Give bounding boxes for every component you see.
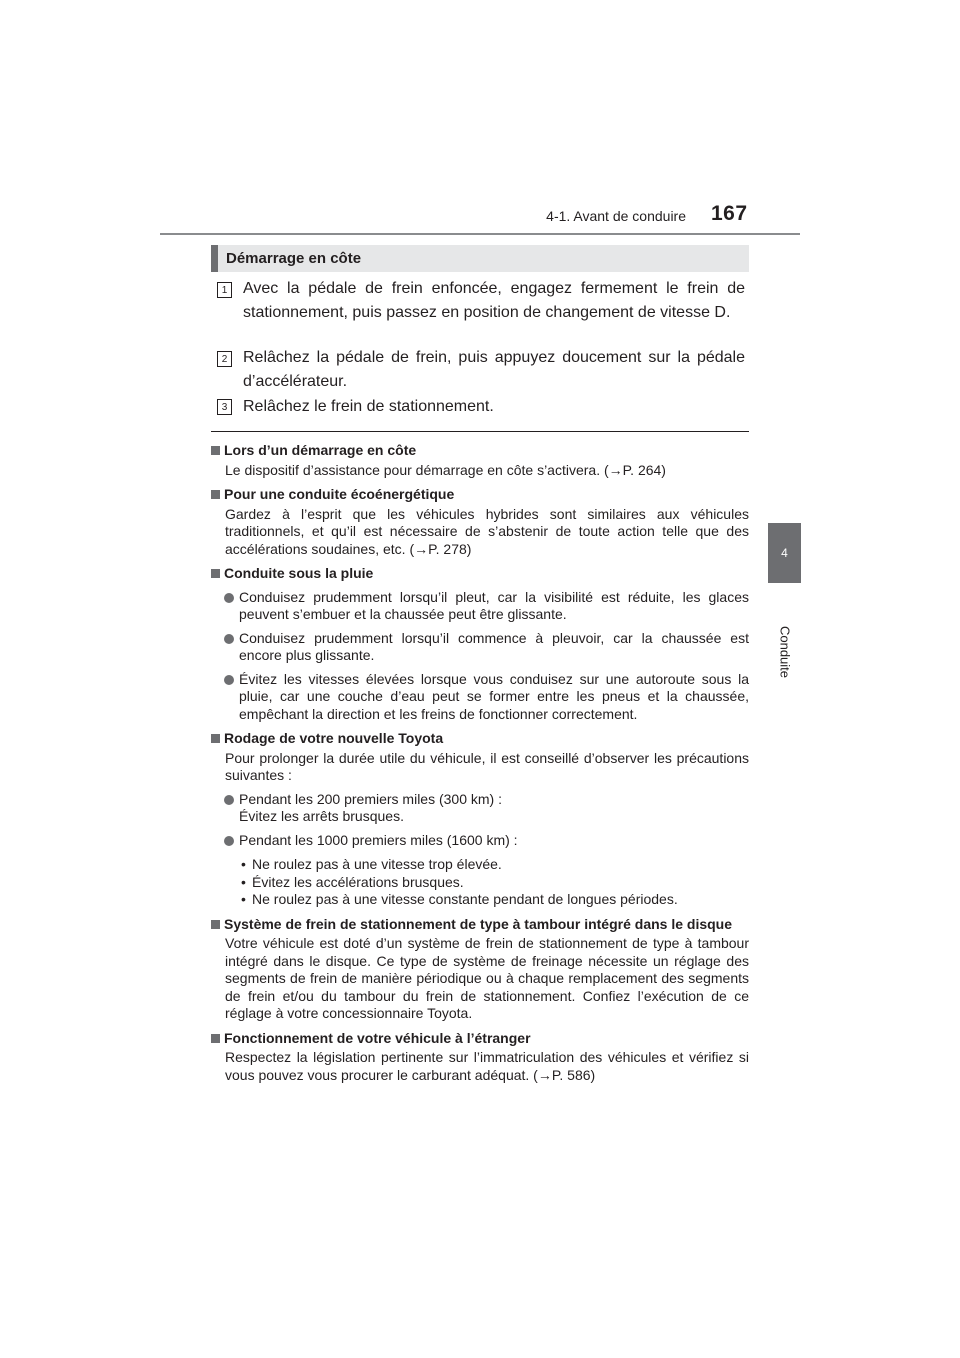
sub-list-item: • Ne roulez pas à une vitesse constante pendant de longues périodes. [241, 891, 678, 907]
list-item: Pendant les 200 premiers miles (300 km) : Évitez les arrêts brusques. [211, 791, 749, 826]
sub-list-item: • Ne roulez pas à une vitesse trop élevée. [241, 856, 502, 872]
note-text: Le dispositif d’assistance pour démarrage en côte s’activera. (→P. 264) [225, 461, 666, 478]
chapter-tab [768, 523, 801, 583]
note-title: Système de frein de stationnement de type à tambour intégré dans le disque [211, 916, 749, 934]
dot-marker-icon: • [241, 856, 246, 872]
square-bullet-icon [211, 734, 220, 743]
sub-list-item: • Évitez les accélérations brusques. [241, 873, 464, 890]
note-text: Pour prolonger la durée utile du véhicule, il est conseillé d’observer les précautions suivantes : [225, 749, 749, 783]
step-number-1: 1 [217, 282, 232, 298]
circle-bullet-icon [224, 795, 234, 805]
chapter-label: Conduite [777, 625, 793, 679]
list-item: Évitez les vitesses élevées lorsque vous conduisez sur une autoroute sous la pluie, car une couche d’eau peut se former entre les pneus et la chaussée, empêchant la direction et les freins de fonctionner correctement. [211, 671, 749, 724]
list-item: Conduisez prudemment lorsqu’il commence à pleuvoir, car la chaussée est encore plus glissante. [211, 630, 749, 665]
chapter-number: 4 [781, 546, 788, 560]
note-title: Rodage de votre nouvelle Toyota [211, 730, 749, 748]
step-text-3: Relâchez le frein de stationnement. [243, 398, 494, 415]
step-number-3: 3 [217, 399, 232, 415]
list-item: Pendant les 1000 premiers miles (1600 km) : [211, 832, 749, 850]
square-bullet-icon [211, 569, 220, 578]
sub-list [211, 856, 749, 909]
section-divider [211, 431, 749, 432]
square-bullet-icon [211, 920, 220, 929]
note-text: Respectez la législation pertinente sur l’immatriculation des véhicules et vérifiez si vous pouvez vous procurer le carburant adéquat. (→P. 586) [225, 1049, 749, 1083]
list-item: Conduisez prudemment lorsqu’il pleut, car la visibilité est réduite, les glaces peuvent s’embuer et la chaussée peut être glissante. [211, 589, 749, 624]
note-title: Conduite sous la pluie [211, 565, 749, 583]
section-heading: Démarrage en côte [211, 245, 749, 272]
square-bullet-icon [211, 490, 220, 499]
chapter-label-container [772, 612, 798, 692]
page-number: 167 [711, 202, 748, 225]
dot-marker-icon: • [241, 873, 246, 890]
note-title: Lors d’un démarrage en côte [211, 442, 749, 460]
circle-bullet-icon [224, 634, 234, 644]
square-bullet-icon [211, 1034, 220, 1043]
step-number-2: 2 [217, 351, 232, 367]
note-title: Fonctionnement de votre véhicule à l’étranger [211, 1030, 749, 1048]
circle-bullet-icon [224, 675, 234, 685]
note-text: Votre véhicule est doté d’un système de frein de stationnement de type à tambour intégré dans le disque. Ce type de système de freinage nécessite un réglage des segments de frein de manière périodique ou à chaque remplacement des segments de frein et/ou du tambour du frein de stationnement. Confiez l’exécution de ce réglage à votre concessionnaire Toyota. [225, 935, 749, 1021]
note-text: Gardez à l’esprit que les véhicules hybrides sont similaires aux véhicules traditionnels, et qu’il est nécessaire de s’abstenir de toute action telle que des accélérations soudaines, etc. (→P. 278) [225, 505, 749, 557]
step-text-2: Relâchez la pédale de frein, puis appuyez doucement sur la pédale d’accélérateur. [243, 349, 745, 390]
dot-marker-icon: • [241, 891, 246, 907]
step-text-1: Avec la pédale de frein enfoncée, engagez fermement le frein de stationnement, puis passez en position de changement de vitesse D. [243, 280, 745, 321]
circle-bullet-icon [224, 836, 234, 846]
square-bullet-icon [211, 446, 220, 455]
note-title: Pour une conduite écoénergétique [211, 486, 749, 504]
notes-section [211, 442, 749, 1084]
circle-bullet-icon [224, 593, 234, 603]
header-section-title: 4-1. Avant de conduire [546, 208, 686, 224]
header-rule [160, 233, 800, 235]
